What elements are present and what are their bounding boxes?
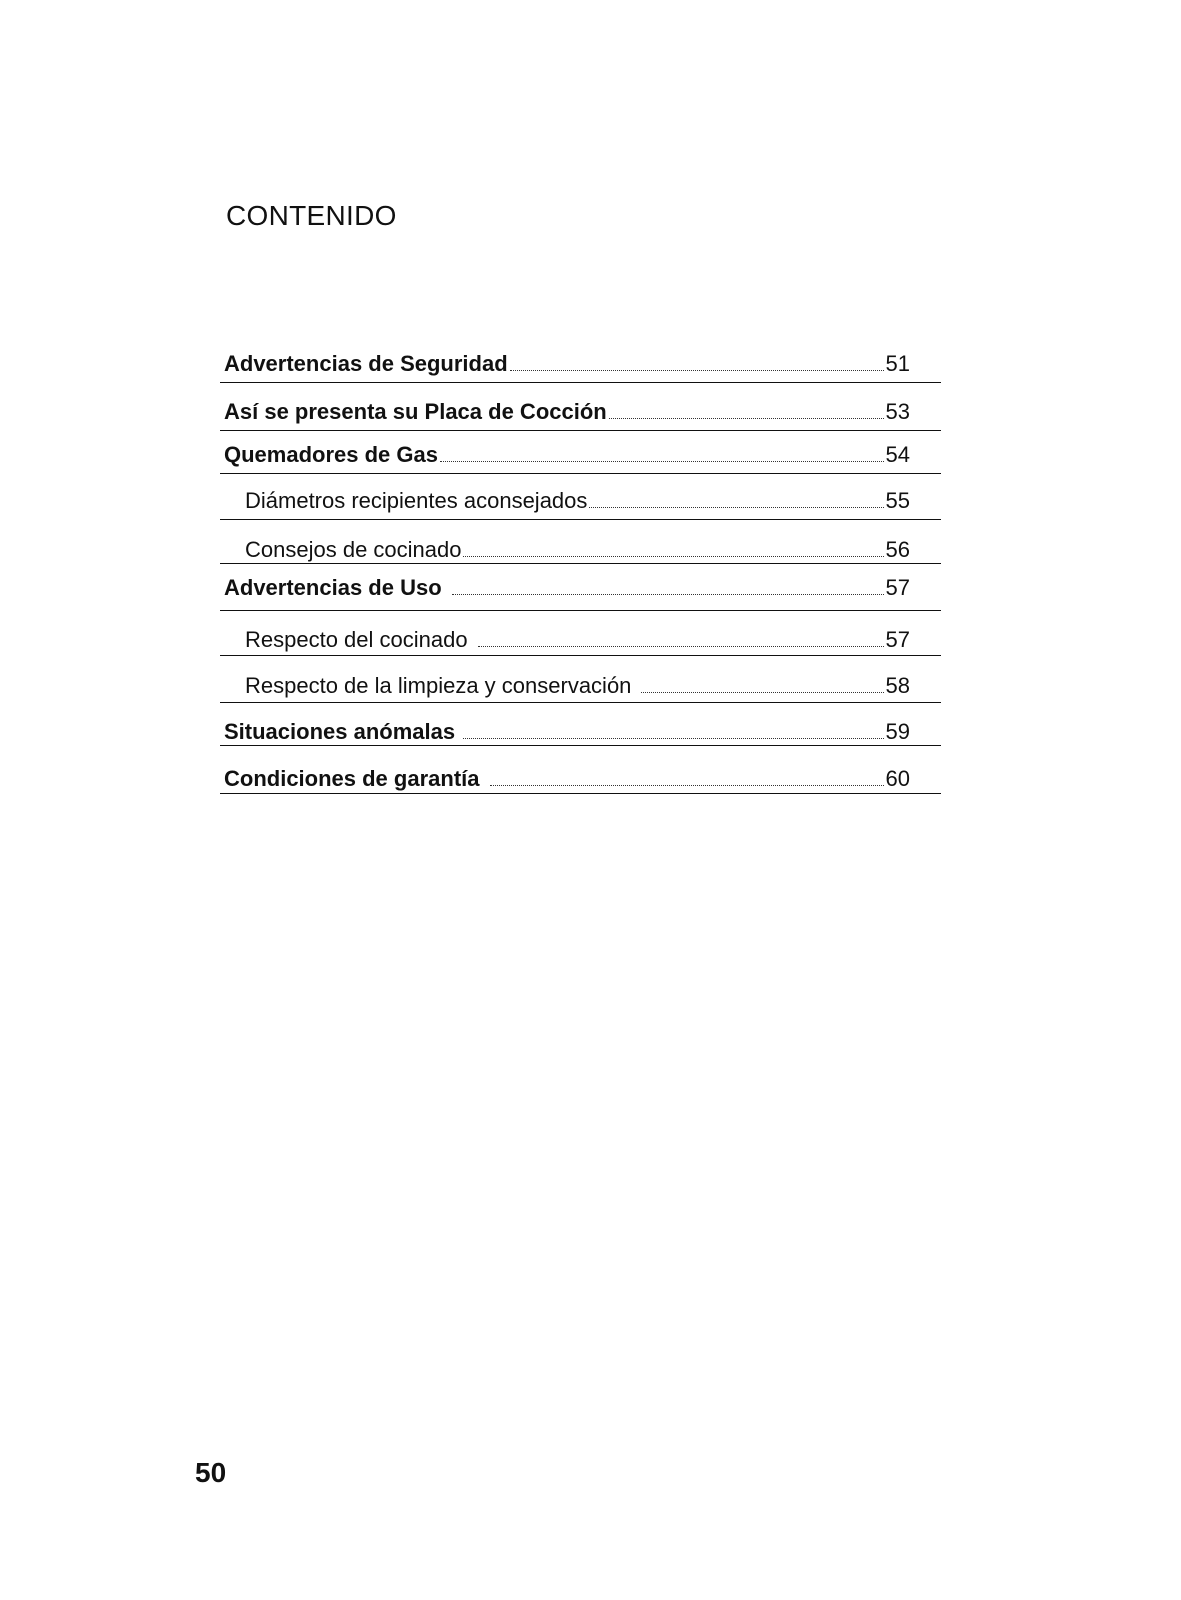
toc-entry-label: Situaciones anómalas [224,719,456,744]
dot-leader [641,691,883,693]
toc-entry-label: Quemadores de Gas [224,442,438,467]
toc-entry-page: 58 [885,673,910,698]
toc-entry-label: Respecto del cocinado [245,627,468,652]
dot-leader [478,645,884,647]
dot-leader [463,737,883,739]
toc-entry-page: 53 [885,399,910,424]
toc-entry-label: Consejos de cocinado [245,537,462,562]
toc-entry-page: 59 [885,719,910,744]
dot-leader [463,555,883,557]
toc-entry-respecto-limpieza[interactable] [220,656,941,703]
toc-entry-advertencias-uso[interactable] [220,564,941,611]
toc-entry-label: Así se presenta su Placa de Cocción [224,399,607,424]
dot-leader [609,417,884,419]
toc-entry-quemadores-gas[interactable] [220,431,941,474]
toc-entry-label: Respecto de la limpieza y conservación [245,673,632,698]
toc-entry-consejos-cocinado[interactable] [220,520,941,564]
toc-entry-page: 57 [885,575,910,600]
toc-entry-respecto-cocinado[interactable] [220,611,941,656]
dot-leader [490,784,884,786]
toc-entry-page: 56 [885,537,910,562]
toc-entry-advertencias-seguridad[interactable] [220,348,941,383]
toc-entry-page: 54 [885,442,910,467]
toc-entry-page: 57 [885,627,910,652]
dot-leader [589,506,883,508]
dot-leader [440,460,884,462]
table-of-contents [220,348,941,794]
toc-entry-diametros-recipientes[interactable] [220,474,941,520]
toc-entry-label: Advertencias de Seguridad [224,351,508,376]
toc-entry-situaciones-anomalas[interactable] [220,703,941,746]
dot-leader [510,369,884,371]
toc-entry-label: Advertencias de Uso [224,575,442,600]
toc-entry-condiciones-garantia[interactable] [220,746,941,794]
toc-entry-page: 60 [885,766,910,791]
toc-entry-page: 51 [885,351,910,376]
toc-entry-label: Condiciones de garantía [224,766,480,791]
toc-entry-label: Diámetros recipientes aconsejados [245,488,588,513]
dot-leader [452,593,884,595]
toc-entry-page: 55 [885,488,910,513]
page-number: 50 [195,1457,227,1488]
page-title: CONTENIDO [226,200,397,231]
toc-entry-asi-se-presenta[interactable] [220,383,941,431]
